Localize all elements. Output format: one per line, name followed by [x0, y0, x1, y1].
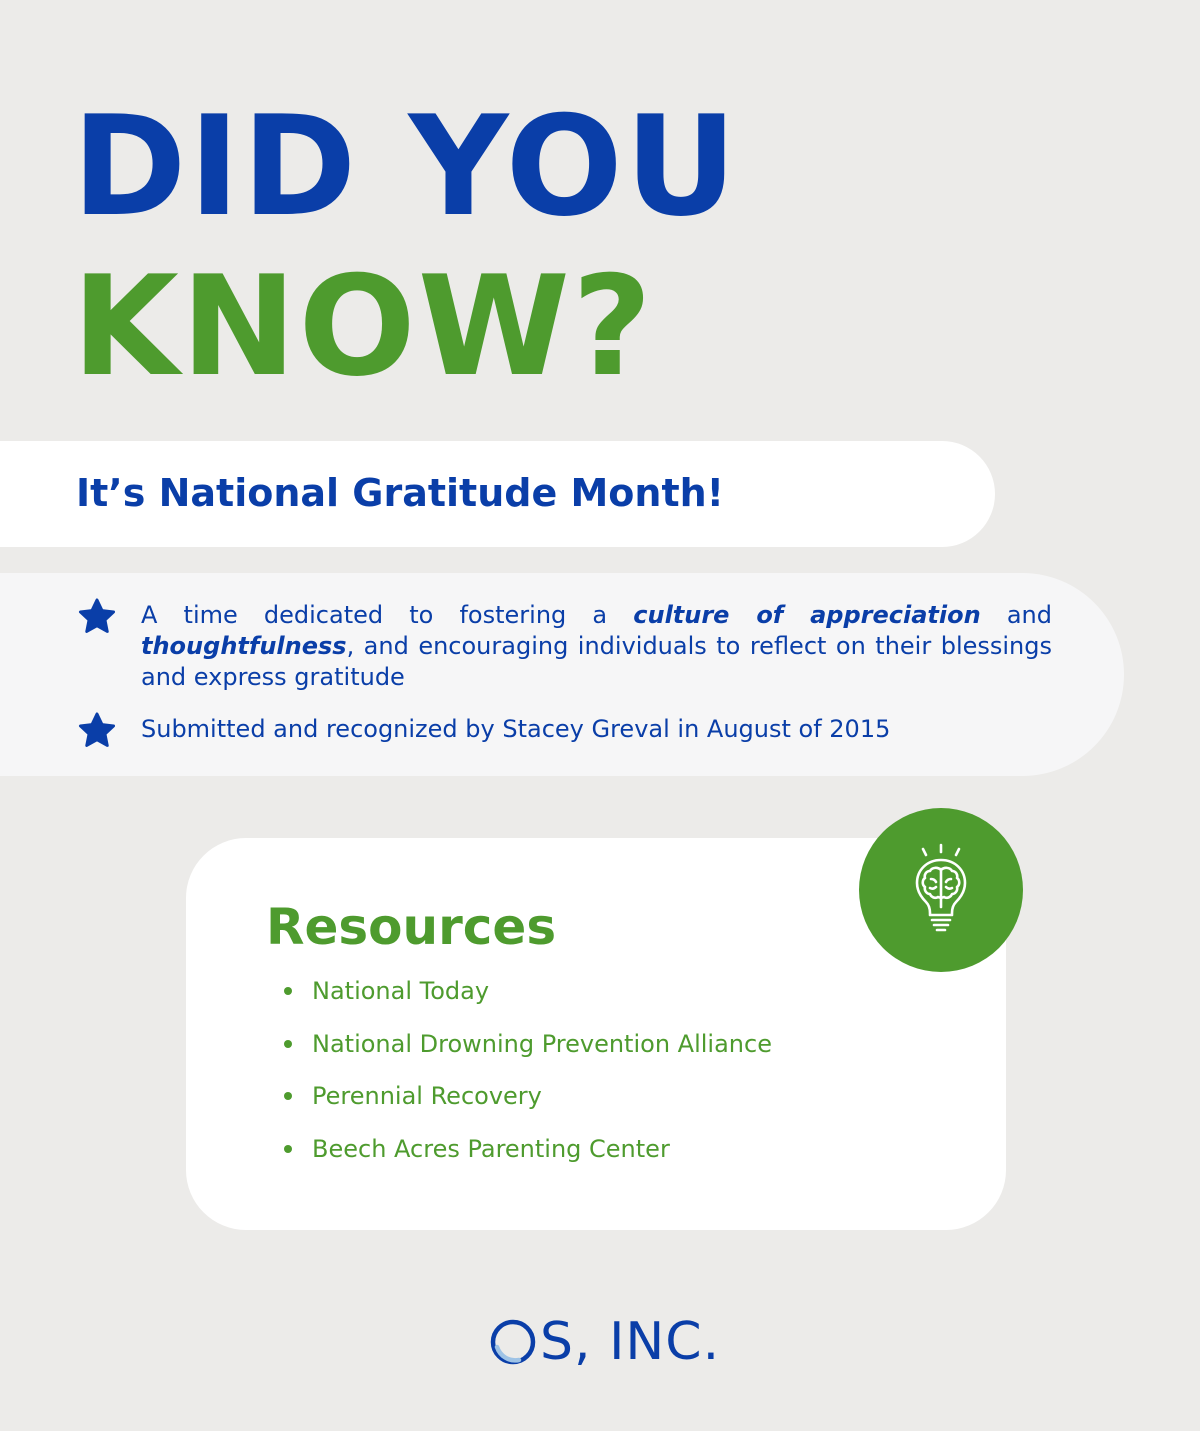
- resource-link-drowning-prevention[interactable]: [284, 1027, 772, 1080]
- logo-o-icon: [488, 1317, 538, 1367]
- company-logo: [488, 1312, 720, 1372]
- resource-link-perennial-recovery[interactable]: [284, 1079, 772, 1132]
- resource-label: Perennial Recovery: [312, 1082, 542, 1110]
- resources-list: [284, 974, 772, 1184]
- fact-text: [141, 600, 1052, 693]
- fact-text-emphasis: thoughtfulness: [141, 632, 347, 660]
- fact-text-part: A time dedicated to fostering a: [141, 601, 634, 629]
- fact-text-part: , and encouraging individuals to reflect on their blessings and express gratitude: [141, 632, 1052, 691]
- resource-link-national-today[interactable]: [284, 974, 772, 1027]
- bullet-icon: [284, 1040, 292, 1048]
- star-icon: [76, 596, 118, 638]
- resource-label: Beech Acres Parenting Center: [312, 1134, 670, 1163]
- fact-text: Submitted and recognized by Stacey Greval in August of 2015: [141, 715, 891, 743]
- resource-label: National Drowning Prevention Alliance: [312, 1029, 772, 1058]
- fact-item: [76, 600, 1052, 693]
- headline-did-you: DID YOU: [72, 86, 739, 247]
- fact-text-emphasis: culture of appreciation: [633, 601, 981, 629]
- fact-item: [76, 714, 1052, 752]
- bullet-icon: [284, 1092, 292, 1100]
- subtitle: It’s National Gratitude Month!: [76, 471, 724, 515]
- headline-know: KNOW?: [72, 246, 655, 407]
- resource-label: National Today: [312, 977, 490, 1005]
- bullet-icon: [284, 1145, 292, 1153]
- bullet-icon: [284, 987, 292, 995]
- fact-text-part: and: [980, 601, 1052, 629]
- resources-title: Resources: [266, 898, 557, 956]
- lightbulb-brain-icon: [859, 808, 1023, 972]
- resource-link-beech-acres[interactable]: [284, 1132, 772, 1185]
- subtitle-banner: [0, 441, 995, 547]
- logo-text: S, INC.: [540, 1312, 721, 1372]
- facts-panel: [0, 573, 1124, 776]
- idea-badge: [859, 808, 1023, 972]
- star-icon: [76, 710, 118, 752]
